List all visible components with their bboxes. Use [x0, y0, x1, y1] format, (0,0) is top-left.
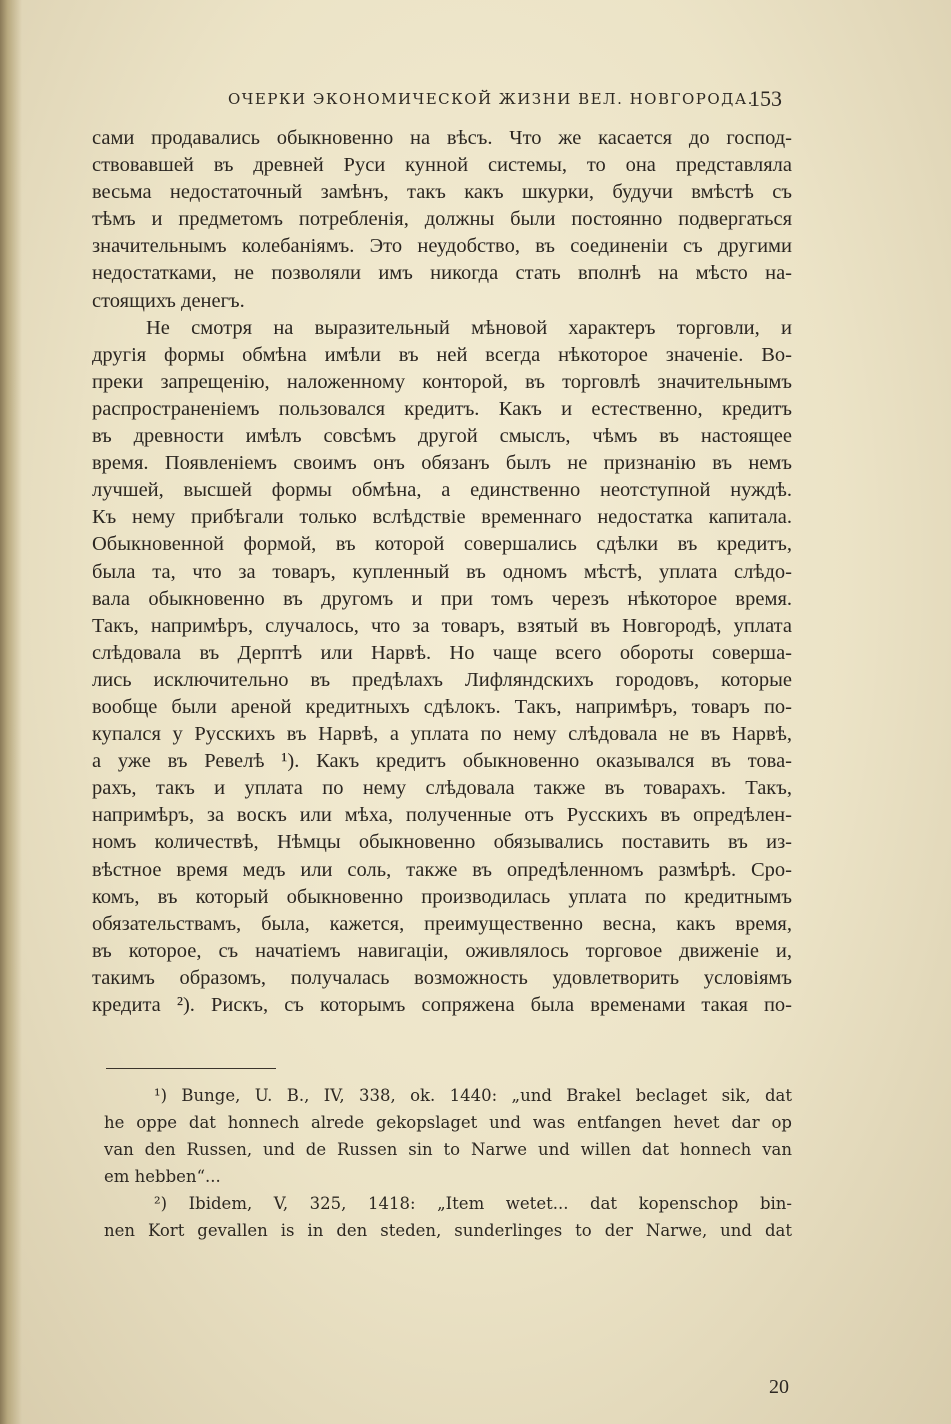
text-line: напримѣръ, за воскъ или мѣха, полученные отъ Русскихъ въ опредѣлен-: [92, 804, 792, 827]
text-line: а уже въ Ревелѣ ¹). Какъ кредитъ обыкновенно оказывался въ това-: [92, 750, 792, 773]
text-line: вѣстное время медъ или соль, также въ опредѣленномъ размѣрѣ. Сро-: [92, 858, 792, 881]
text-line: вообще были ареной кредитныхъ сдѣлокъ. Такъ, напримѣръ, товаръ по-: [92, 695, 792, 718]
text-line: номъ количествѣ, Нѣмцы обыкновенно обязывались поставить въ из-: [92, 831, 792, 854]
text-line: въ древности имѣлъ совсѣмъ другой смыслъ, чѣмъ въ настоящее: [92, 425, 792, 448]
footnote-line: nen Kort gevallen is in den steden, sunderlinges to der Narwe, und dat: [104, 1221, 792, 1240]
text-line: купался у Русскихъ въ Нарвѣ, а уплата по нему слѣдовала не въ Нарвѣ,: [92, 723, 792, 746]
text-line: ствовавшей въ древней Руси кунной системы, то она представляла: [92, 154, 792, 177]
text-line: преки запрещенію, наложенному конторой, въ торговлѣ значительнымъ: [92, 370, 792, 393]
text-line: весьма недостаточный замѣнъ, такъ какъ шкурки, будучи вмѣстѣ съ: [92, 181, 792, 204]
printer-signature: 20: [769, 1376, 789, 1398]
text-line: была та, что за товаръ, купленный въ одномъ мѣстѣ, уплата слѣдо-: [92, 560, 792, 583]
text-line: тѣмъ и предметомъ потребленія, должны были постоянно подвергаться: [92, 208, 792, 231]
page-binding-edge: [0, 0, 22, 1424]
text-line: Къ нему прибѣгали только вслѣдствіе временнаго недостатка капитала.: [92, 506, 792, 529]
text-line: такимъ образомъ, получалась возможность удовлетворить условіямъ: [92, 966, 792, 989]
footnote-line: ¹) Bunge, U. B., IV, 338, ok. 1440: „und Brakel beclaget sik, dat: [154, 1086, 792, 1105]
text-line: недостатками, не позволяли имъ никогда стать вполнѣ на мѣсто на-: [92, 262, 792, 285]
text-line: стоящихъ денегъ.: [92, 289, 245, 312]
main-text: [92, 125, 792, 1019]
text-line: комъ, въ который обыкновенно производилась уплата по кредитнымъ: [92, 885, 792, 908]
footnote-line: em hebben“...: [104, 1167, 221, 1186]
text-line: лись исключительно въ предѣлахъ Лифляндскихъ городовъ, которые: [92, 668, 792, 691]
footnote-separator: [106, 1068, 276, 1069]
footnote-line: van den Russen, und de Russen sin to Narwe und willen dat honnech van: [104, 1140, 792, 1159]
text-line: обязательствамъ, была, кажется, преимущественно весна, какъ время,: [92, 912, 792, 935]
text-line: вала обыкновенно въ другомъ и при томъ черезъ нѣкоторое время.: [92, 587, 792, 610]
text-line: Обыкновенной формой, въ которой совершались сдѣлки въ кредитъ,: [92, 533, 792, 556]
text-line: Не смотря на выразительный мѣновой характеръ торговли, и: [146, 316, 792, 339]
text-line: распространеніемъ пользовался кредитъ. Какъ и естественно, кредитъ: [92, 397, 792, 420]
text-line: другія формы обмѣна имѣли въ ней всегда нѣкоторое значеніе. Во-: [92, 343, 792, 366]
text-line: время. Появленіемъ своимъ онъ обязанъ былъ не признанію въ немъ: [92, 452, 792, 475]
text-line: сами продавались обыкновенно на вѣсъ. Что же касается до господ-: [92, 127, 792, 149]
text-line: слѣдовала въ Дерптѣ или Нарвѣ. Но чаще всего обороты соверша-: [92, 641, 792, 664]
footnote-line: he oppe dat honnech alrede gekopslaget und was entfangen hevet dar op: [104, 1113, 792, 1132]
page-header: [228, 86, 788, 116]
running-title: ОЧЕРКИ ЭКОНОМИЧЕСКОЙ ЖИЗНИ ВЕЛ. НОВГОРОДА.: [228, 90, 754, 108]
page-number: 153: [749, 86, 782, 111]
footnote-line: ²) Ibidem, V, 325, 1418: „Item wetet... dat kopenschop bin-: [154, 1194, 792, 1213]
text-line: въ которое, съ начатіемъ навигаціи, оживлялось торговое движеніе и,: [92, 939, 792, 962]
text-line: рахъ, такъ и уплата по нему слѣдовала также въ товарахъ. Такъ,: [92, 777, 792, 800]
text-line: Такъ, напримѣръ, случалось, что за товаръ, взятый въ Новгородѣ, уплата: [92, 614, 792, 637]
text-line: лучшей, высшей формы обмѣна, а единственно неотступной нуждѣ.: [92, 479, 792, 502]
text-line: кредита ²). Рискъ, съ которымъ сопряжена была временами такая по-: [92, 994, 792, 1016]
text-line: значительнымъ колебаніямъ. Это неудобство, въ соединеніи съ другими: [92, 235, 792, 258]
footnotes: [104, 1082, 792, 1244]
